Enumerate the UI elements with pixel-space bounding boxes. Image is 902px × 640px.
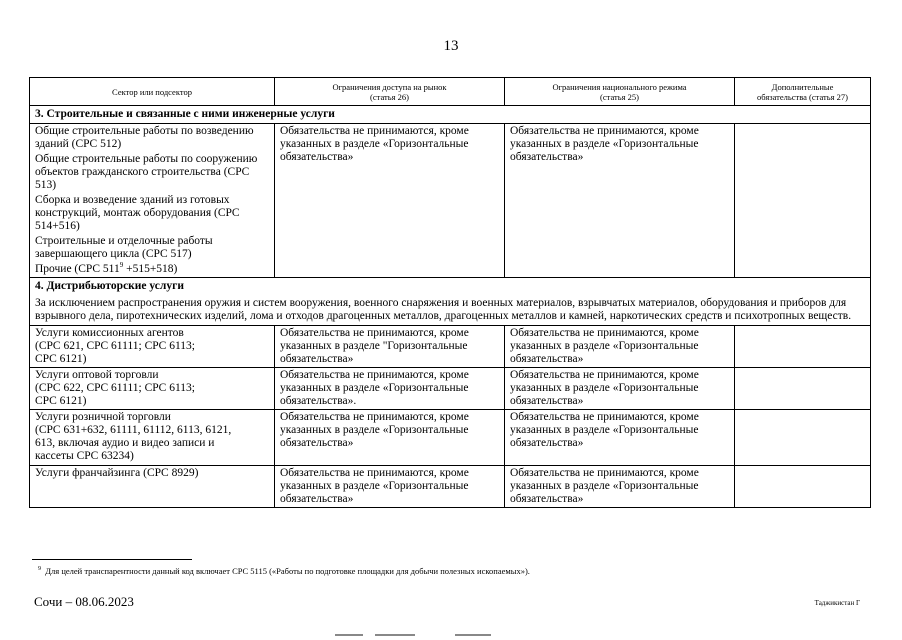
sector-cell: Услуги оптовой торговли (CPC 622, CPC 61111; CPC 6113; CPC 6121) [30, 368, 275, 410]
market-access-cell: Обязательства не принимаются, кроме указанных в разделе "Горизонтальные обязательства» [275, 326, 505, 368]
national-treatment-cell: Обязательства не принимаются, кроме указанных в разделе «Горизонтальные обязательства» [505, 326, 735, 368]
additional-cell [735, 124, 871, 278]
national-treatment-cell: Обязательства не принимаются, кроме указанных в разделе «Горизонтальные обязательства» [505, 410, 735, 466]
footnote-divider [32, 559, 192, 560]
document-stamp: Таджикистан Г [814, 599, 860, 607]
header-sector: Сектор или подсектор [30, 78, 275, 106]
section-header-row [30, 106, 871, 124]
document-date: Сочи – 08.06.2023 [34, 594, 134, 609]
additional-cell [735, 410, 871, 466]
table-row [30, 368, 871, 410]
national-treatment-cell: Обязательства не принимаются, кроме указанных в разделе «Горизонтальные обязательства» [505, 368, 735, 410]
footnote-ref: 9 [119, 261, 124, 270]
footnote [38, 566, 530, 576]
sector-item: Общие строительные работы по сооружению объектов гражданского строительства (CPC 513) [35, 153, 258, 191]
header-additional: Дополнительные обязательства (статья 27) [735, 78, 871, 106]
section-header-row [30, 278, 871, 326]
section-title: 4. Дистрибьюторские услуги [35, 280, 184, 292]
table-header-row [30, 78, 871, 106]
page-number: 13 [443, 38, 459, 54]
additional-cell [735, 368, 871, 410]
table-row [30, 466, 871, 508]
table-row [30, 410, 871, 466]
national-treatment-cell: Обязательства не принимаются, кроме указанных в разделе «Горизонтальные обязательства» [505, 124, 735, 278]
sector-item: Общие строительные работы по возведению зданий (CPC 512) [35, 125, 254, 150]
scan-artifact [335, 631, 495, 637]
market-access-cell: Обязательства не принимаются, кроме указанных в разделе «Горизонтальные обязательства» [275, 410, 505, 466]
sector-cell: Услуги розничной торговли (CPC 631+632, 61111, 61112, 6113, 6121, 613, включая аудио и видео записи и кассеты CPC 63234) [30, 410, 275, 466]
header-market-access: Ограничения доступа на рынок (статья 26) [275, 78, 505, 106]
footnote-text: Для целей транспарентности данный код включает CPC 5115 («Работы по подготовке площадки для добычи полезных ископаемых»). [45, 566, 530, 576]
section-title: 3. Строительные и связанные с ними инженерные услуги [30, 106, 871, 124]
national-treatment-cell: Обязательства не принимаются, кроме указанных в разделе «Горизонтальные обязательства» [505, 466, 735, 508]
table-row [30, 124, 871, 278]
market-access-cell: Обязательства не принимаются, кроме указанных в разделе «Горизонтальные обязательства» [275, 466, 505, 508]
market-access-cell: Обязательства не принимаются, кроме указанных в разделе «Горизонтальные обязательства». [275, 368, 505, 410]
sector-cell: Услуги комиссионных агентов (CPC 621, CPC 61111; CPC 6113; CPC 6121) [30, 326, 275, 368]
sector-item: Сборка и возведение зданий из готовых конструкций, монтаж оборудования (CPC 514+516) [35, 194, 240, 232]
additional-cell [735, 466, 871, 508]
sector-cell: Услуги франчайзинга (CPC 8929) [30, 466, 275, 508]
additional-cell [735, 326, 871, 368]
market-access-cell: Обязательства не принимаются, кроме указанных в разделе «Горизонтальные обязательства» [275, 124, 505, 278]
sector-item: Прочие (CPC $511^9 +515+518$) [35, 261, 178, 275]
sector-cell [30, 124, 275, 278]
section-note: За исключением распространения оружия и систем вооружения, военного снаряжения и военных материалов, взрывчатых материалов, оборудования и приборов для взрывного дела, пиротехнических изделий, лома и отходов драгоценных металлов, драгоценных металлов и камней, наркотических средств и психотропных веществ. [35, 297, 852, 322]
sector-item: Строительные и отделочные работы завершающего цикла (CPC 517) [35, 235, 213, 260]
section-block [30, 278, 871, 326]
table-row [30, 326, 871, 368]
commitments-table [29, 77, 871, 508]
footnote-mark: 9 [38, 566, 41, 573]
header-national-treatment: Ограничения национального режима (статья 25) [505, 78, 735, 106]
